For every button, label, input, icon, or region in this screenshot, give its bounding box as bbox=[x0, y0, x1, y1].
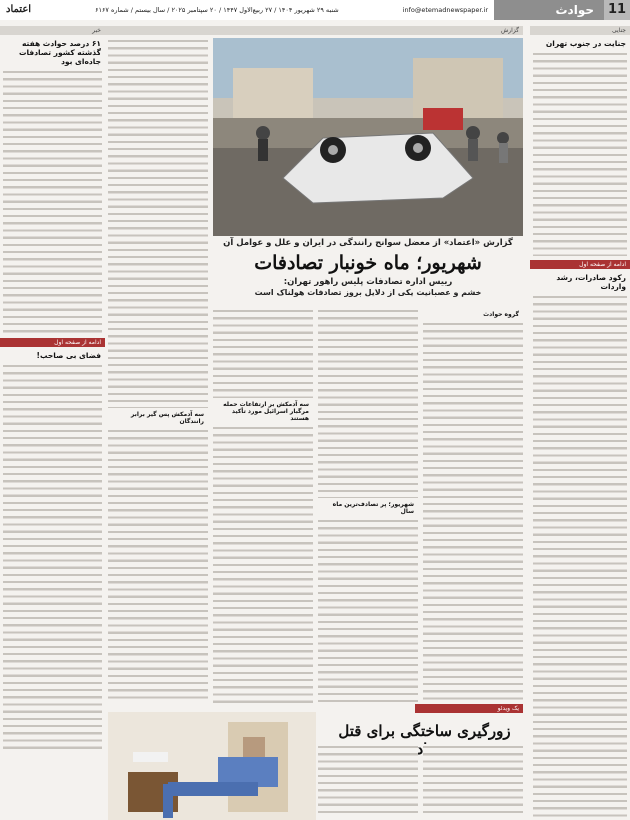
section-label: گزارش bbox=[103, 26, 523, 35]
article-body bbox=[423, 321, 523, 701]
article-title: ۶۱ درصد حوادث هفته گذشته کشور تصادفات جاده‌ای بود bbox=[18, 39, 101, 66]
article-title: جنایت در جنوب تهران bbox=[545, 39, 626, 48]
second-story-column bbox=[318, 744, 418, 816]
inline-subhead: سه آدمکش بر ارتفاعات حمله مرگبار اسرائیل مورد تأکید هستند bbox=[223, 401, 309, 422]
section-title: حوادث bbox=[494, 0, 604, 20]
second-headline: زورگیری ساختگی برای قتل bbox=[338, 722, 511, 740]
newspaper-logo: اعتماد bbox=[6, 4, 32, 15]
subheadline: رییس اداره تصادفات پلیس راهور تهران: bbox=[283, 277, 453, 287]
masthead-info bbox=[0, 0, 494, 20]
issue-line: شنبه ۲۹ شهریور ۱۴۰۴ / ۲۷ ربیع‌الاول ۱۴۴۷ / ۲۰ سپتامبر ۲۰۲۵ / سال بیستم / شماره ۶۱۶۷ bbox=[94, 6, 339, 14]
second-story-column bbox=[423, 744, 523, 816]
section-label: یک ویدئو bbox=[415, 704, 523, 713]
seated-suspect-illustration bbox=[108, 712, 316, 820]
suspect-photo bbox=[108, 712, 316, 820]
main-story-column bbox=[318, 308, 418, 704]
article-body bbox=[533, 294, 627, 819]
subheadline-quote: خشم و عصبانیت یکی از دلایل بروز تصادفات هولناک است bbox=[254, 288, 482, 297]
left-column bbox=[0, 26, 105, 820]
main-headline-block bbox=[213, 238, 523, 300]
article-body bbox=[213, 308, 313, 398]
headline-kicker: گزارش «اعتماد» از معضل سوانح رانندگی در ایران و علل و عوامل آن bbox=[223, 238, 513, 248]
article-body bbox=[318, 744, 418, 816]
accident-photo bbox=[213, 38, 523, 236]
article-body bbox=[423, 744, 523, 816]
main-headline: شهریور؛ ماه خونبار تصادفات bbox=[254, 252, 482, 274]
main-story-column bbox=[213, 308, 313, 703]
right-column bbox=[530, 26, 630, 820]
byline: گروه حوادث bbox=[483, 311, 519, 318]
inline-subhead: سه آدمکش پس گیر برابر رانندگان bbox=[130, 411, 204, 425]
article-title: رکود صادرات، رشد واردات bbox=[556, 273, 626, 291]
inline-subhead: شهریور؛ پر تصادف‌ترین ماه سال bbox=[332, 501, 414, 515]
main-story-column bbox=[108, 38, 208, 698]
masthead bbox=[0, 0, 630, 20]
article-title: فضای بی صاحب! bbox=[36, 351, 101, 360]
article-body bbox=[318, 308, 418, 498]
section-label: خبر bbox=[0, 26, 105, 35]
main-story-column bbox=[423, 308, 523, 701]
page-number: 11 bbox=[604, 0, 630, 20]
section-label: ادامه از صفحه اول bbox=[0, 338, 105, 347]
section-label: جنایی bbox=[530, 26, 630, 35]
article-body bbox=[533, 51, 627, 256]
overturned-car-illustration bbox=[213, 38, 523, 236]
article-body bbox=[318, 518, 418, 704]
article-body bbox=[108, 428, 208, 700]
article-body bbox=[108, 38, 208, 408]
section-label: ادامه از صفحه اول bbox=[530, 260, 630, 269]
article-body bbox=[213, 425, 313, 703]
article-body bbox=[3, 69, 102, 334]
article-body bbox=[3, 363, 102, 753]
email-address[interactable]: info@etemadnewspaper.ir bbox=[402, 6, 488, 14]
